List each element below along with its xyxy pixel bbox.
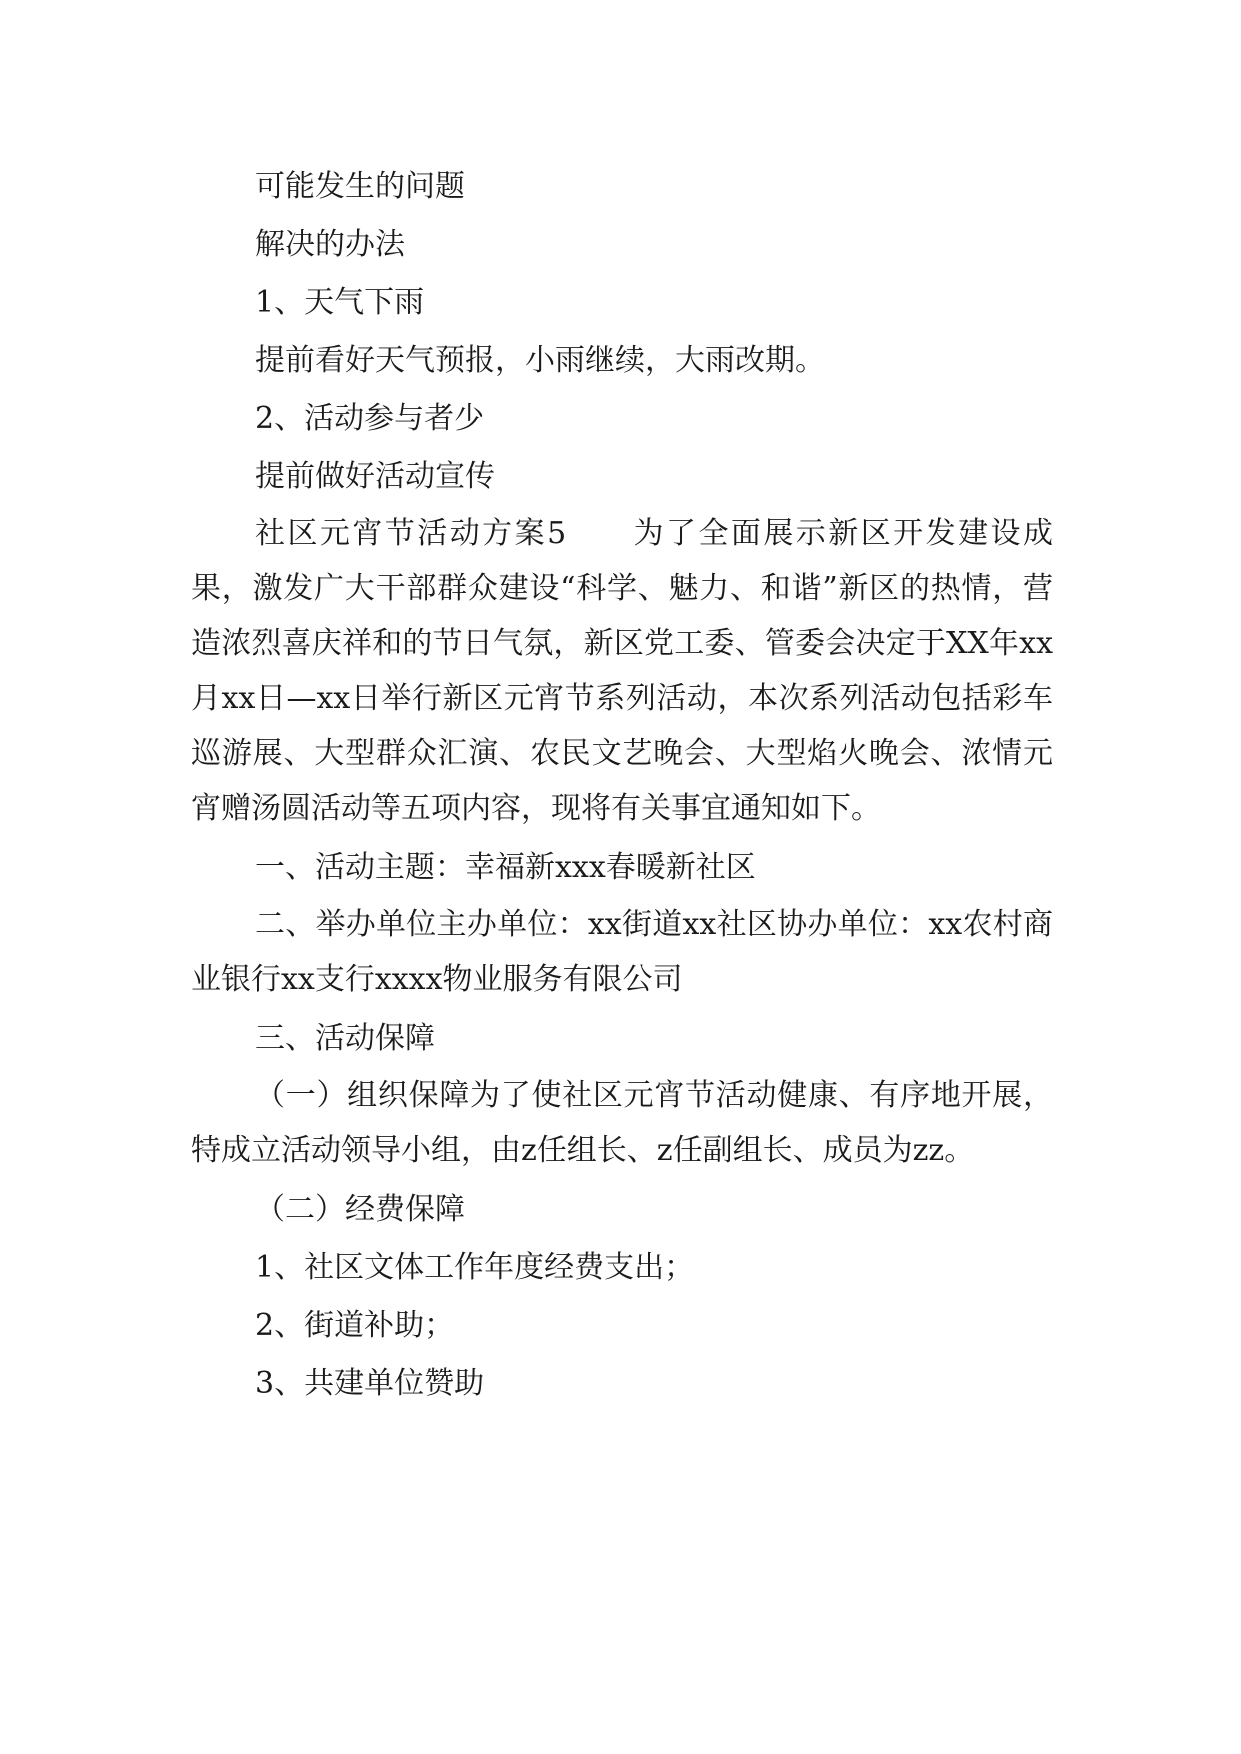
paragraph-publicity: 提前做好活动宣传 — [255, 459, 495, 494]
paragraph-theme: 一、活动主题：幸福新xxx春暖新社区 — [255, 850, 756, 885]
paragraph-few-participants: 2、活动参与者少 — [255, 401, 485, 436]
paragraph-funding-1: 1、社区文体工作年度经费支出； — [255, 1250, 695, 1285]
document-body — [191, 158, 1053, 1413]
paragraph-funding-3: 3、共建单位赞助 — [255, 1366, 485, 1401]
paragraph-rain: 1、天气下雨 — [255, 285, 425, 320]
paragraph-organizers: 二、举办单位主办单位：xx街道xx社区协办单位：xx农村商业银行xx支行xxxx物业服务有限公司 — [191, 907, 1053, 997]
paragraph-funding-2: 2、街道补助； — [255, 1308, 455, 1343]
paragraph-rain-solution: 提前看好天气预报，小雨继续，大雨改期。 — [255, 343, 825, 378]
paragraph-plan-intro: 社区元宵节活动方案5 为了全面展示新区开发建设成果，激发广大干部群众建设“科学、魅力、和谐”新区的热情，营造浓烈喜庆祥和的节日气氛，新区党工委、管委会决定于XX年xx月xx日—xx日举行新区元宵节系列活动，本次系列活动包括彩车巡游展、大型群众汇演、农民文艺晚会、大型焰火晚会、浓情元宵赠汤圆活动等五项内容，现将有关事宜通知如下。 — [191, 516, 1053, 826]
paragraph-guarantee: 三、活动保障 — [255, 1021, 435, 1056]
paragraph-funding-guarantee: （二）经费保障 — [255, 1192, 465, 1227]
paragraph-possible-problems: 可能发生的问题 — [255, 169, 465, 204]
paragraph-solutions: 解决的办法 — [255, 227, 405, 262]
paragraph-organization-guarantee: （一）组织保障为了使社区元宵节活动健康、有序地开展，特成立活动领导小组，由z任组长、z任副组长、成员为zz。 — [191, 1078, 1053, 1168]
